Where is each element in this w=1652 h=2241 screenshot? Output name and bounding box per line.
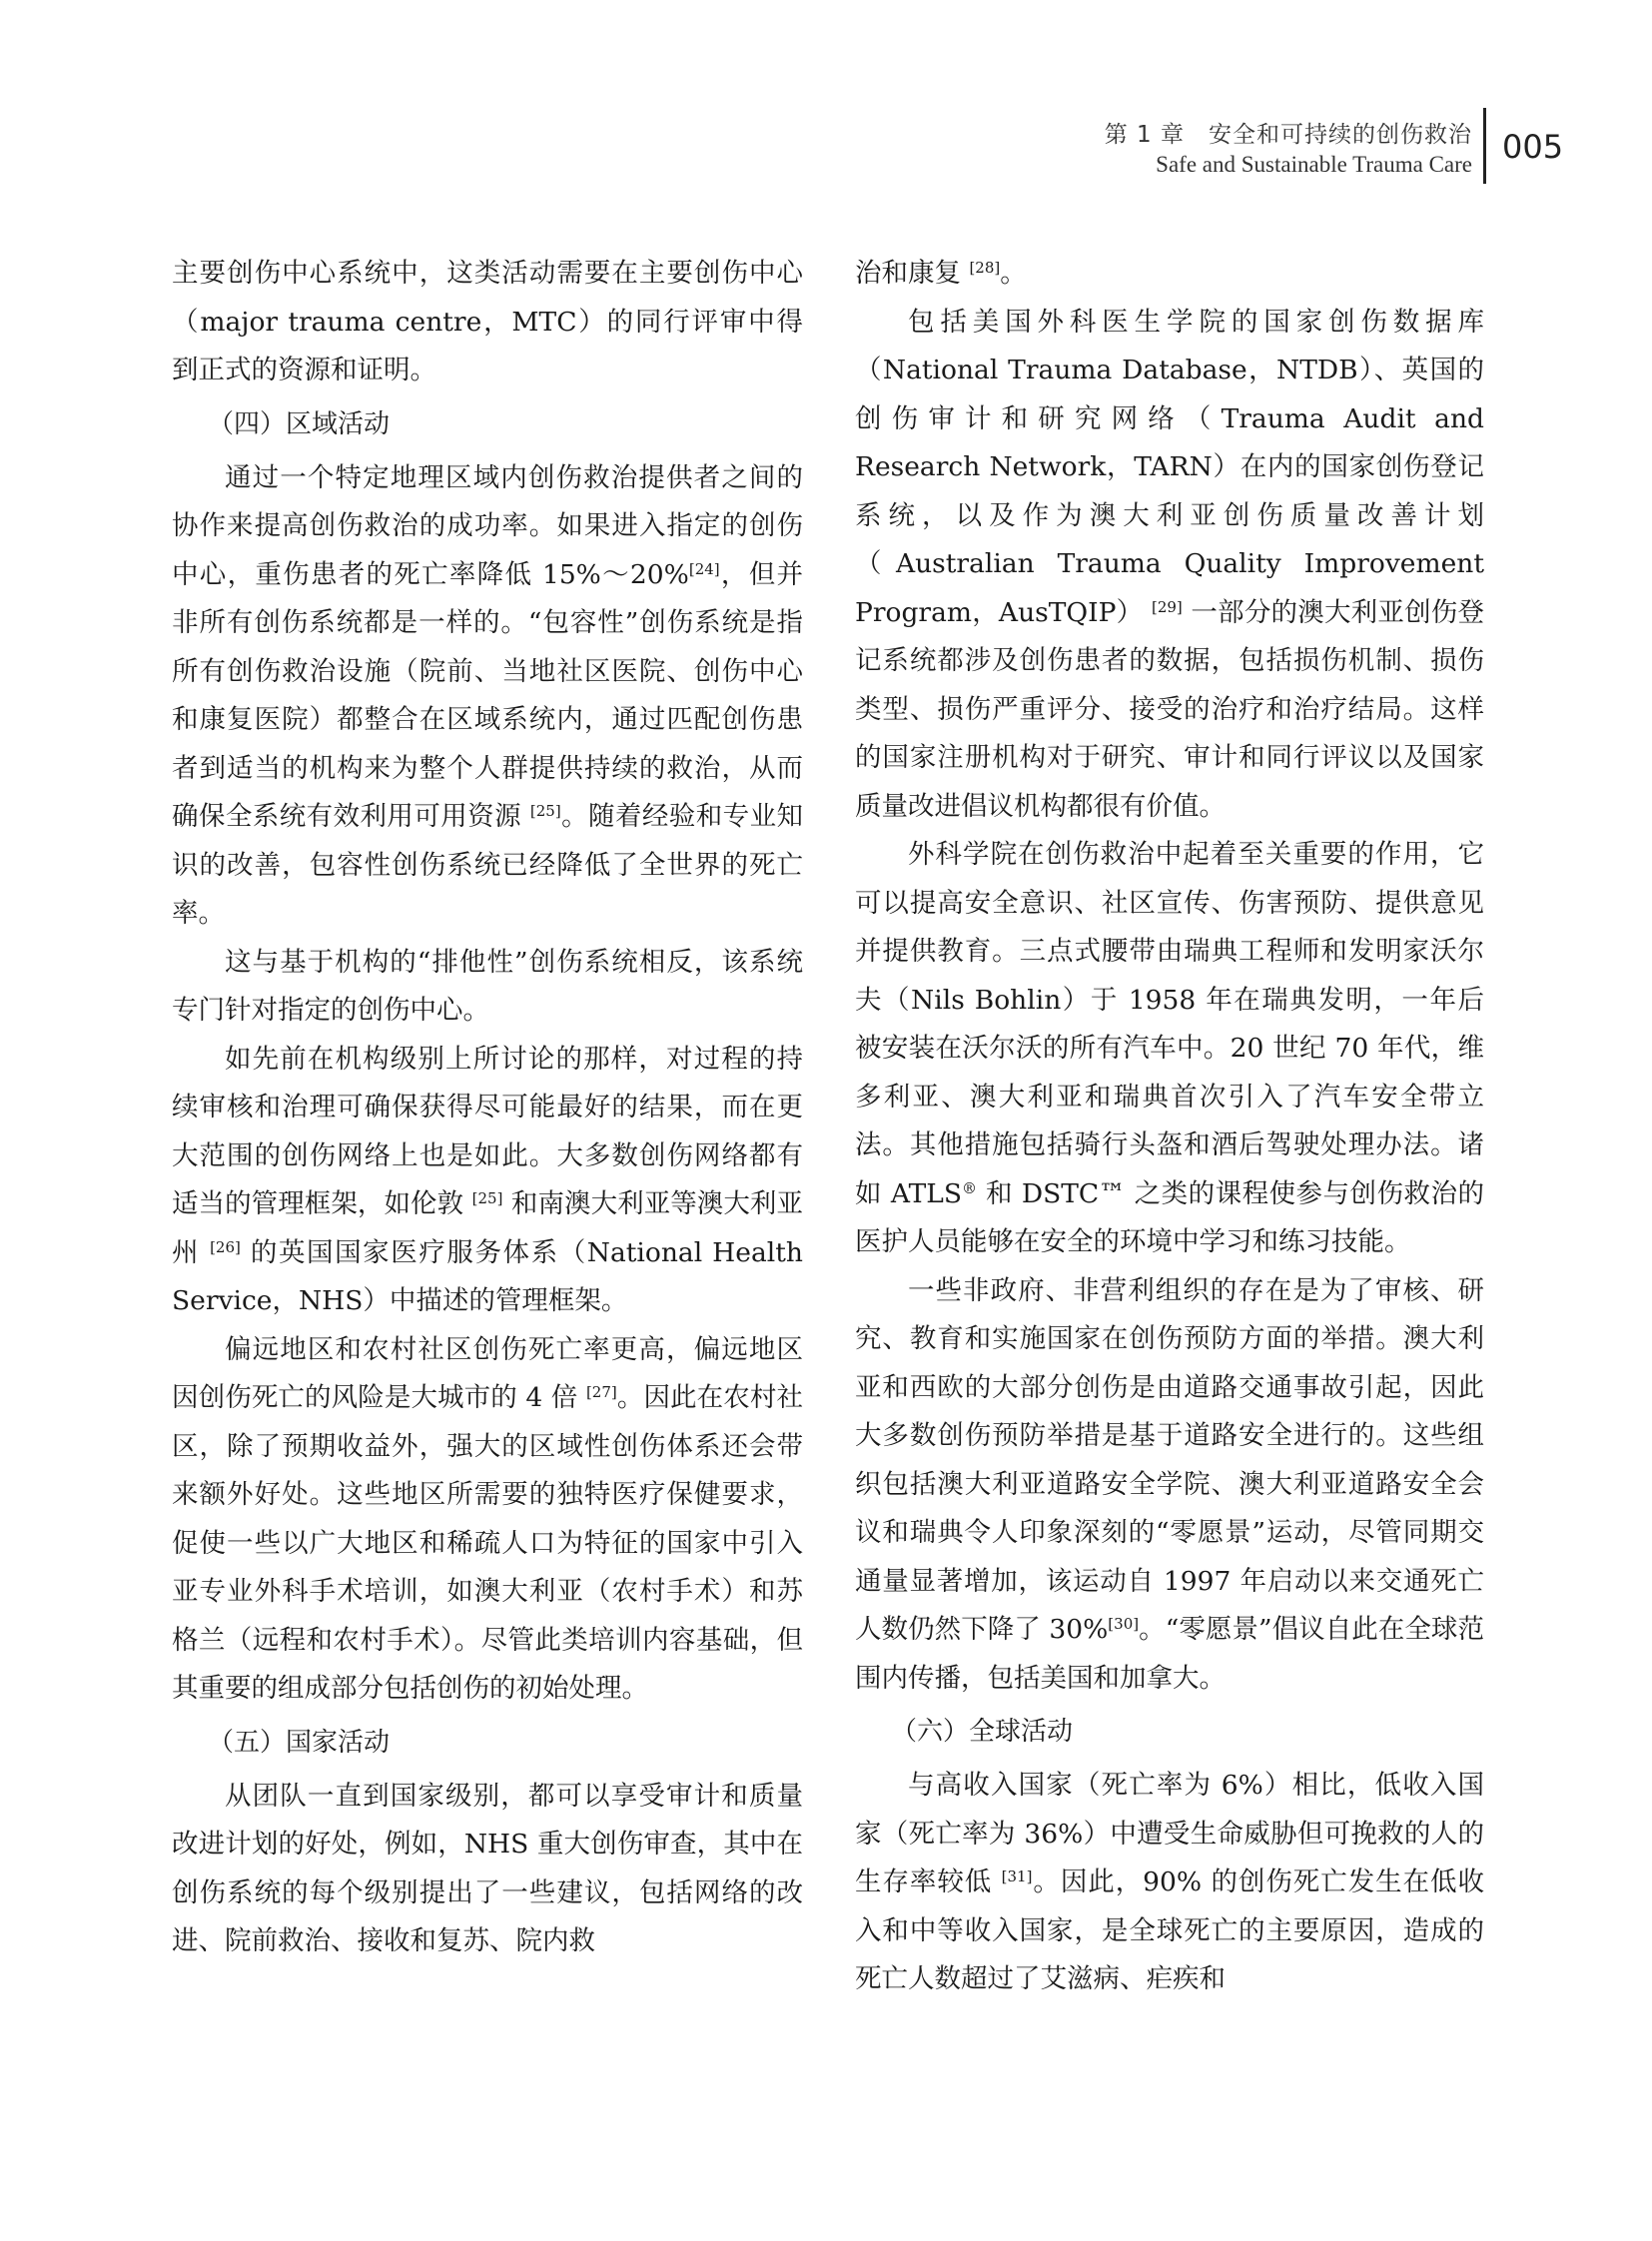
citation-28: [28]	[969, 259, 1001, 277]
citation-26: [26]	[210, 1237, 241, 1256]
citation-24: [24]	[688, 559, 720, 578]
citation-29: [29]	[1151, 597, 1183, 616]
section-heading-national: （五）国家活动	[208, 1727, 391, 1758]
paragraph-continued: 治和康复 [28]。	[855, 258, 1027, 289]
section-heading-global: （六）全球活动	[891, 1717, 1074, 1747]
section-heading-regional: （四）区域活动	[208, 408, 391, 439]
page-number: 005	[1502, 128, 1564, 166]
chapter-title: 第 1 章 安全和可持续的创伤救治	[1104, 122, 1472, 148]
chapter-title-english: Safe and Sustainable Trauma Care	[1156, 152, 1472, 177]
paragraph-intro: 主要创伤中心系统中，这类活动需要在主要创伤中心（major trauma centre，MTC）的同行评审中得到正式的资源和证明。	[172, 258, 803, 385]
citation-25b: [25]	[471, 1189, 503, 1207]
paragraph-network: 如先前在机构级别上所讨论的那样，对过程的持续审核和治理可确保获得尽可能最好的结果，而在更大范围的创伤网络上也是如此。大多数创伤网络都有适当的管理框架，如伦敦 [25] 和南澳大利亚等澳大利亚州 [26] 的英国国家医疗服务体系（National Health Service，NHS）中描述的管理框架。	[172, 1043, 803, 1316]
citation-25: [25]	[529, 802, 561, 820]
paragraph-global: 与高收入国家（死亡率为 6%）相比，低收入国家（死亡率为 36%）中遭受生命威胁但可挽救的人的生存率较低 [31]。因此，90% 的创伤死亡发生在低收入和中等收入国家，是全球死亡的主要原因，造成的死亡人数超过了艾滋病、疟疾和	[855, 1770, 1484, 1994]
paragraph-registry: 包括美国外科医生学院的国家创伤数据库（National Trauma Database，NTDB）、英国的创伤审计和研究网络（Trauma Audit and Research Network，TARN）在内的国家创伤登记系统，以及作为澳大利亚创伤质量改善计划（Australian Trauma Quality Improvement Program，AusTQIP） [29] 一部分的澳大利亚创伤登记系统都涉及创伤患者的数据，包括损伤机制、损伤类型、损伤严重评分、接受的治疗和治疗结局。这样的国家注册机构对于研究、审计和同行评议以及国家质量改进倡议机构都很有价值。	[855, 306, 1484, 822]
header-divider	[1483, 108, 1486, 184]
citation-30: [30]	[1108, 1615, 1140, 1633]
paragraph-surgeons: 外科学院在创伤救治中起着至关重要的作用，它可以提高安全意识、社区宣传、伤害预防、提供意见并提供教育。三点式腰带由瑞典工程师和发明家沃尔夫（Nils Bohlin）于 1958 年在瑞典发明，一年后被安装在沃尔沃的所有汽车中。20 世纪 70 年代，维多利亚、澳大利亚和瑞典首次引入了汽车安全带立法。其他措施包括骑行头盔和酒后驾驶处理办法。诸如 ATLS® 和 DSTC™ 之类的课程使参与创伤救治的医护人员能够在安全的环境中学习和练习技能。	[855, 839, 1484, 1257]
paragraph-national: 从团队一直到国家级别，都可以享受审计和质量改进计划的好处，例如，NHS 重大创伤审查，其中在创伤系统的每个级别提出了一些建议，包括网络的改进、院前救治、接收和复苏、院内救	[172, 1780, 803, 1956]
citation-31: [31]	[1001, 1868, 1033, 1885]
paragraph-ngo: 一些非政府、非营利组织的存在是为了审核、研究、教育和实施国家在创伤预防方面的举措。澳大利亚和西欧的大部分创伤是由道路交通事故引起，因此大多数创伤预防举措是基于道路安全进行的。这些组织包括澳大利亚道路安全学院、澳大利亚道路安全会议和瑞典令人印象深刻的“零愿景”运动，尽管同期交通量显著增加，该运动自 1997 年启动以来交通死亡人数仍然下降了 30%[30]。“零愿景”倡议自此在全球范围内传播，包括美国和加拿大。	[855, 1274, 1484, 1694]
right-column	[855, 250, 1484, 2004]
paragraph-regional: 通过一个特定地理区域内创伤救治提供者之间的协作来提高创伤救治的成功率。如果进入指定的创伤中心，重伤患者的死亡率降低 15%～20%[24]，但并非所有创伤系统都是一样的。“包容性”创伤系统是指所有创伤救治设施（院前、当地社区医院、创伤中心和康复医院）都整合在区域系统内，通过匹配创伤患者到适当的机构来为整个人群提供持续的救治，从而确保全系统有效利用可用资源 [25]。随着经验和专业知识的改善，包容性创伤系统已经降低了全世界的死亡率。	[172, 461, 804, 929]
paragraph-rural: 偏远地区和农村社区创伤死亡率更高，偏远地区因创伤死亡的风险是大城市的 4 倍 [27]。因此在农村社区，除了预期收益外，强大的区域性创伤体系还会带来额外好处。这些地区所需要的独特医疗保健要求，促使一些以广大地区和稀疏人口为特征的国家中引入亚专业外科手术培训，如澳大利亚（农村手术）和苏格兰（远程和农村手术）。尽管此类培训内容基础，但其重要的组成部分包括创伤的初始处理。	[172, 1333, 803, 1704]
paragraph-exclusive: 这与基于机构的“排他性”创伤系统相反，该系统专门针对指定的创伤中心。	[172, 946, 803, 1026]
left-column	[172, 250, 803, 1966]
registered-mark: ®	[962, 1178, 978, 1197]
citation-27: [27]	[585, 1383, 617, 1401]
